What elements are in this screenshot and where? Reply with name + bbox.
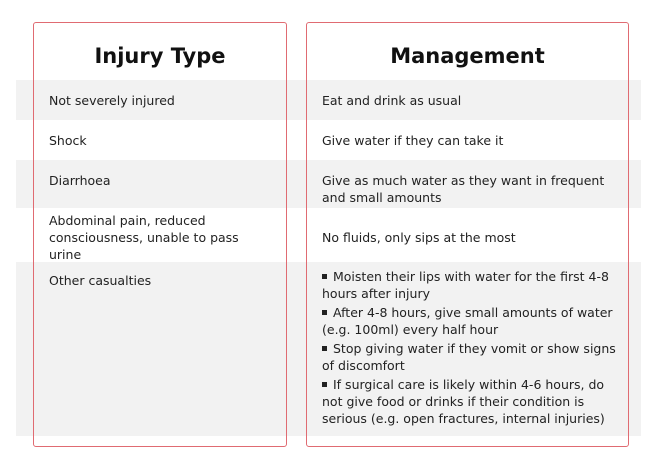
management-cell: Give as much water as they want in frequent and small amounts	[322, 173, 605, 205]
management-header: Management	[390, 44, 545, 68]
bullet-text: Stop giving water if they vomit or show signs of discomfort	[322, 341, 616, 373]
management-cell: No fluids, only sips at the most	[322, 230, 516, 245]
injury-cell: Not severely injured	[49, 93, 175, 108]
bullet-icon	[322, 346, 327, 351]
management-cell: Give water if they can take it	[322, 133, 504, 148]
bullet-icon	[322, 382, 327, 387]
bullet-icon	[322, 274, 327, 279]
list-item	[322, 340, 622, 374]
list-item	[322, 304, 622, 338]
bullet-text: Moisten their lips with water for the first 4-8 hours after injury	[322, 269, 609, 301]
list-item	[322, 268, 622, 302]
management-bullet-list	[322, 268, 622, 429]
injury-cell: Other casualties	[49, 273, 152, 288]
list-item	[322, 376, 622, 427]
injury-cell: Abdominal pain, reduced consciousness, unable to pass urine	[49, 213, 239, 262]
management-cell: Eat and drink as usual	[322, 93, 462, 108]
bullet-text: After 4-8 hours, give small amounts of water (e.g. 100ml) every half hour	[322, 305, 613, 337]
injury-cell: Shock	[49, 133, 87, 148]
injury-type-header: Injury Type	[94, 44, 226, 68]
bullet-text: If surgical care is likely within 4-6 hours, do not give food or drinks if their condition is serious (e.g. open fractures, internal injuries)	[322, 377, 605, 426]
bullet-icon	[322, 310, 327, 315]
injury-cell: Diarrhoea	[49, 173, 111, 188]
